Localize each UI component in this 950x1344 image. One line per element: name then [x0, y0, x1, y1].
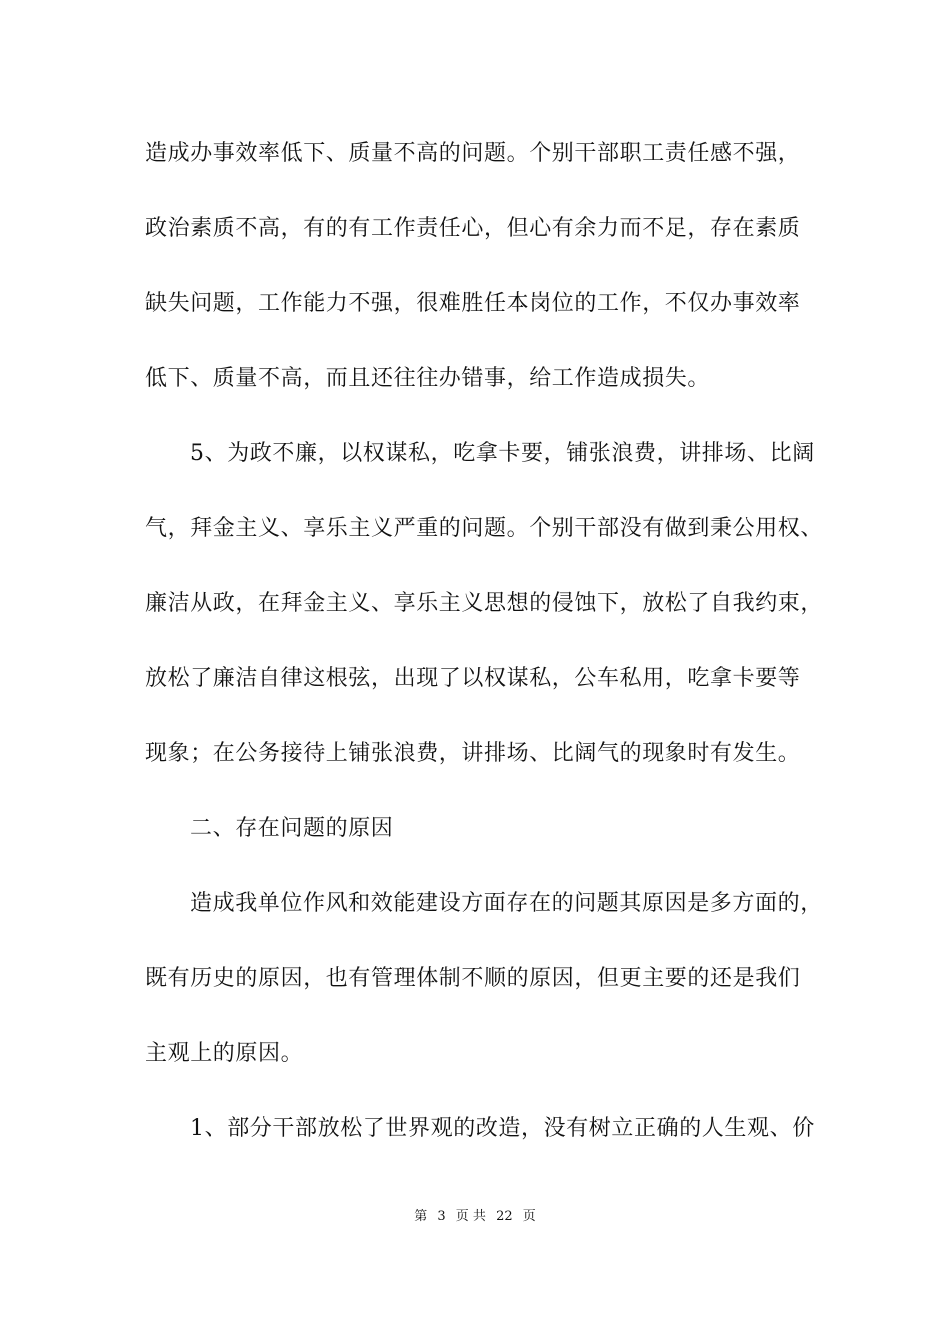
text-line: 造成办事效率低下、质量不高的问题。个别干部职工责任感不强， [145, 141, 801, 166]
paragraph-start-line: 造成我单位作风和效能建设方面存在的问题其原因是多方面的， [190, 891, 823, 916]
current-page-number: 3 [437, 1209, 446, 1224]
text-line: 廉洁从政，在拜金主义、享乐主义思想的侵蚀下，放松了自我约束， [145, 591, 824, 616]
paragraph-start-line: 5、为政不廉，以权谋私，吃拿卡要，铺张浪费，讲排场、比阔 [190, 441, 815, 466]
section-heading: 二、存在问题的原因 [190, 816, 394, 841]
footer-suffix: 页 [522, 1209, 536, 1224]
text-line: 气，拜金主义、享乐主义严重的问题。个别干部没有做到秉公用权、 [145, 516, 824, 541]
footer-prefix: 第 [414, 1209, 428, 1224]
text-line: 低下、质量不高，而且还往往办错事，给工作造成损失。 [145, 366, 711, 391]
text-line: 政治素质不高，有的有工作责任心，但心有余力而不足，存在素质 [145, 216, 801, 241]
page-footer [0, 1208, 950, 1226]
footer-middle: 页 共 [455, 1209, 486, 1224]
text-line: 现象；在公务接待上铺张浪费，讲排场、比阔气的现象时有发生。 [145, 741, 801, 766]
text-line: 缺失问题，工作能力不强，很难胜任本岗位的工作，不仅办事效率 [145, 291, 801, 316]
text-line: 放松了廉洁自律这根弦，出现了以权谋私，公车私用，吃拿卡要等 [145, 666, 801, 691]
total-pages-number: 22 [496, 1209, 513, 1224]
text-line: 既有历史的原因，也有管理体制不顺的原因，但更主要的还是我们 [145, 966, 801, 991]
text-line: 主观上的原因。 [145, 1041, 304, 1066]
paragraph-start-line: 1、部分干部放松了世界观的改造，没有树立正确的人生观、价 [190, 1116, 815, 1141]
